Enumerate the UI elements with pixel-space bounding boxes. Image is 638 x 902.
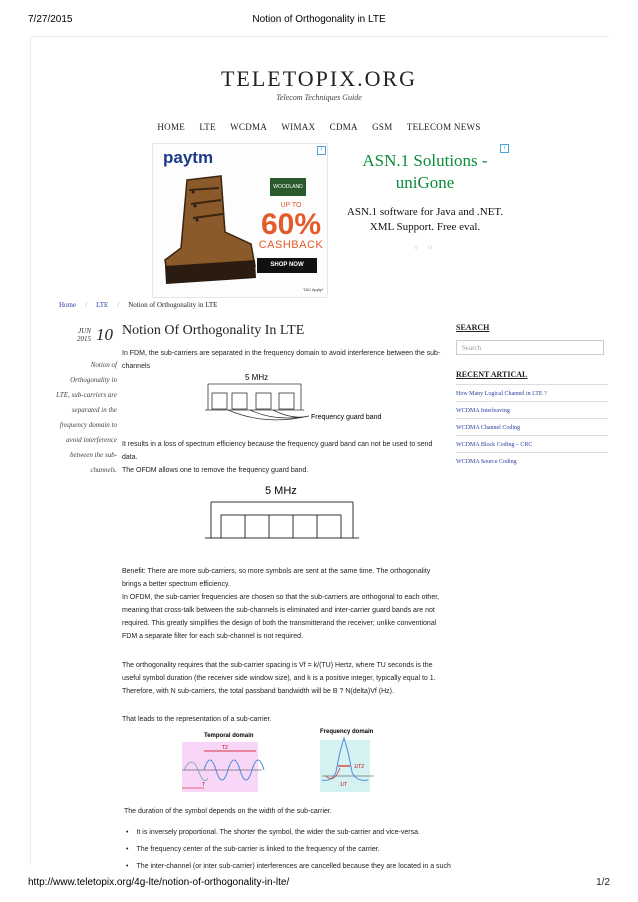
adchoices-icon[interactable]: i [317,146,326,155]
ad-upto: UP TO [280,202,302,209]
recent-article-link[interactable]: WCDMA Source Coding [456,459,517,465]
breadcrumb: Home / LTE / Notion of Orthogonality in LTE [59,301,218,309]
ofdm-subcarrier-figure [205,480,365,550]
list-item: • The frequency center of the sub-carrier is linked to the frequency of the carrier. [122,841,451,858]
ad-asn1[interactable] [338,143,512,263]
temporal-domain-figure [180,728,280,794]
ad-headline[interactable]: ASN.1 Solutions - uniGone [362,151,488,192]
fig3-1t-label: 1/T [340,782,348,788]
search-heading: SEARCH [456,323,490,332]
paragraph-spectrum-loss: It results in a loss of spectrum efficiency because the frequency guard band can not be used to send data. [122,441,433,461]
recent-article-link[interactable]: WCDMA Channel Coding [456,419,608,436]
paytm-logo: paytm [163,148,214,167]
nav-wcdma[interactable]: WCDMA [230,122,268,132]
bullet-list [122,824,451,875]
boot-image [159,170,259,292]
woodland-logo: WOODLAND [270,178,306,196]
list-item: • The inter-channel (or inter sub-carrier) interferences are cancelled because they are located in a such [122,858,451,875]
nav-home[interactable]: HOME [157,122,186,132]
breadcrumb-lte[interactable]: LTE [96,301,109,309]
paragraph-fdm: In FDM, the sub-carriers are separated in the frequency domain to avoid interference between the sub-channels [122,350,441,370]
post-excerpt: Notion of Orthogonality in LTE, sub-carriers are separated in the frequency domain to avoid interference between the sub-channels. [56,361,117,474]
print-page-number: 1/2 [596,877,610,888]
recent-article-link[interactable]: How Many Logical Channel in LTE ? [456,384,608,402]
paragraph-benefit: Benefit: There are more sub-carriers, so more symbols are sent at the same time. The orthogonality brings a better spectrum efficiency. [122,568,431,588]
fig3-freq-label: Frequency domain [320,729,374,735]
post-title: Notion Of Orthogonality In LTE [122,323,305,338]
site-logo[interactable]: TELETOPIX.ORG [220,66,418,91]
adchoices-icon[interactable]: i [500,144,509,153]
ad-paytm[interactable] [152,143,328,298]
fig3-t-label: T [202,782,206,788]
ad-text: ASN.1 software for Java and .NET. XML Support. Free eval. [346,206,504,233]
post-year: 2015 [77,335,91,343]
paragraph-ofdm-orthogonal: In OFDM, the sub-carrier frequencies are chosen so that the sub-carriers are orthogonal to each other, meaning that cross-talk between the sub-channels is eliminated and inter-carrier guard bands are not required. This greatly simplifies the design of both the transmitterand the receiver; unlike conventional FDM a separate filter for each sub-channel is not required. [122,594,440,640]
ad-percent: 60% [260,208,322,241]
site-tagline: Telecom Techniques Guide [276,93,362,102]
nav-lte[interactable]: LTE [199,122,216,132]
frequency-domain-figure [316,724,386,794]
nav-wimax[interactable]: WIMAX [281,122,316,132]
list-item: • It is inversely proportional. The shorter the symbol, the wider the sub-carrier and vice-versa. [122,824,451,841]
fig1-guard-label: Frequency guard band [311,414,382,421]
ad-tnc: T&C Apply* [303,287,324,292]
print-date: 7/27/2015 [28,14,73,25]
main-nav [0,122,638,132]
paragraph-ofdm-remove: The OFDM allows one to remove the frequency guard band. [122,467,309,474]
recent-article-link[interactable]: WCDMA Interleaving [456,402,608,419]
search-input[interactable]: Search [456,340,604,355]
fig3-1t2-label: 1/T2 [354,764,365,770]
post-month: JUN [78,327,91,335]
shop-now-button[interactable]: SHOP NOW [257,258,317,273]
ad-cashback: CASHBACK [258,239,324,251]
nav-cdma[interactable]: CDMA [329,122,358,132]
print-title: Notion of Orthogonality in LTE [252,14,386,25]
recent-articles-heading: RECENT ARTICAL [456,370,528,379]
paragraph-representation: That leads to the representation of a sub-carrier. [122,716,272,723]
fig2-bandwidth-label: 5 MHz [265,485,297,497]
ad-pager-dots[interactable]: ○ ○ [413,243,437,251]
fdm-guard-band-figure [205,370,390,426]
paragraph-spacing: The orthogonality requires that the sub-carrier spacing is Vf = k/(TU) Hertz, where TU seconds is the useful symbol duration (the receiver side window size), and k is a positive integer, typically equal to 1. Therefore, with N sub-carriers, the total passband bandwidth will be B ? N(delta)Vf (Hz). [122,662,436,695]
sidebar [456,323,608,469]
breadcrumb-current: Notion of Orthogonality in LTE [128,301,218,309]
fig3-temporal-label: Temporal domain [204,733,254,739]
nav-gsm[interactable]: GSM [372,122,393,132]
paragraph-symbol-duration: The duration of the symbol depends on the width of the sub-carrier. [124,808,332,815]
nav-telecom-news[interactable]: TELECOM NEWS [406,122,481,132]
breadcrumb-home[interactable]: Home [59,301,77,309]
recent-article-link[interactable]: WCDMA Block Coding – CRC [456,436,608,453]
fig1-bandwidth-label: 5 MHz [245,373,269,382]
print-url: http://www.teletopix.org/4g-lte/notion-of-orthogonality-in-lte/ [28,877,290,888]
fig3-t2-label: T2 [222,745,228,751]
post-day: 10 [96,325,113,344]
